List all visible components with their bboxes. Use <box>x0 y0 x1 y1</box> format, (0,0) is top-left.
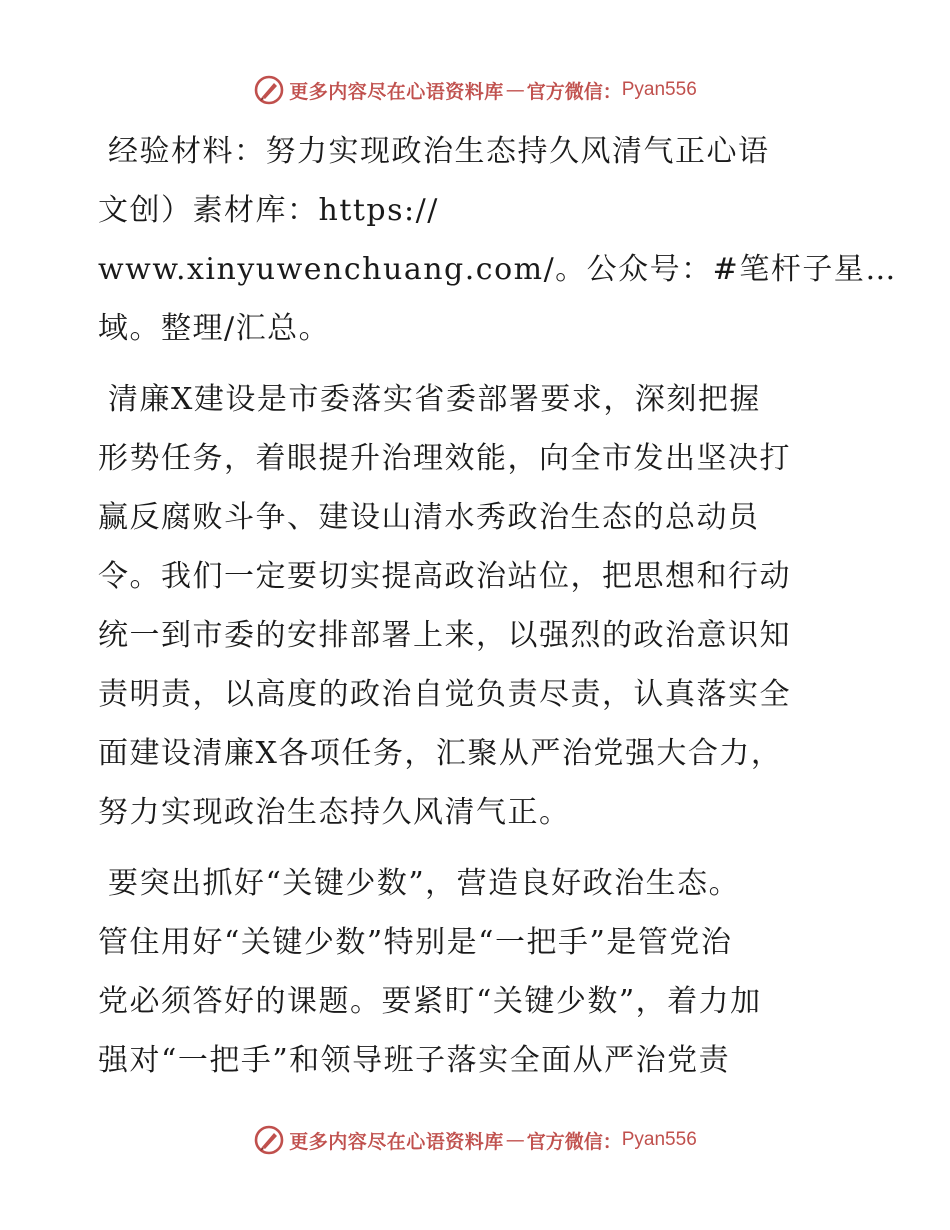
banner-dash: — <box>505 1129 525 1151</box>
banner-dash: — <box>505 79 525 101</box>
banner-wechat-label: 官方微信： <box>526 1130 622 1153</box>
banner-wechat-id: Pyan556 <box>621 79 697 100</box>
text-line: 令。我们一定要切实提高政治站位，把思想和行动 <box>98 559 791 594</box>
pen-logo-icon <box>253 1124 285 1156</box>
paragraph-2 <box>98 370 858 842</box>
text-line: 党必须答好的课题。要紧盯“关键少数”，着力加 <box>98 984 762 1019</box>
header-banner <box>0 70 950 110</box>
paragraph-3 <box>98 854 858 1090</box>
banner-wechat-id: Pyan556 <box>621 1129 697 1150</box>
text-line: 统一到市委的安排部署上来，以强烈的政治意识知 <box>98 618 791 653</box>
pen-logo-icon <box>253 74 285 106</box>
text-line: 文创）素材库：https:// <box>98 193 439 228</box>
text-line: 责明责，以高度的政治自觉负责尽责，认真落实全 <box>98 677 791 712</box>
banner-wechat-label: 官方微信： <box>526 80 622 103</box>
text-line: 清廉X建设是市委落实省委部署要求，深刻把握 <box>108 382 761 417</box>
footer-banner <box>0 1120 950 1160</box>
text-line: 要突出抓好“关键少数”，营造良好政治生态。 <box>108 866 741 901</box>
text-line: 经验材料：努力实现政治生态持久风清气正心语 <box>108 134 770 169</box>
text-line: 管住用好“关键少数”特别是“一把手”是管党治 <box>98 925 733 960</box>
banner-brand: 更多内容尽在心语资料库 <box>289 80 504 103</box>
banner-brand: 更多内容尽在心语资料库 <box>289 1130 504 1153</box>
text-line: 形势任务，着眼提升治理效能，向全市发出坚决打 <box>98 441 791 476</box>
paragraph-intro <box>98 122 897 358</box>
text-line: 努力实现政治生态持久风清气正。 <box>98 795 571 830</box>
text-line: 域。整理/汇总。 <box>98 311 331 346</box>
text-line: 赢反腐败斗争、建设山清水秀政治生态的总动员 <box>98 500 760 535</box>
text-line: 面建设清廉X各项任务，汇聚从严治党强大合力， <box>98 736 783 771</box>
text-line: www.xinyuwenchuang.com/。公众号：#笔杆子星… <box>98 252 897 287</box>
document-body <box>98 122 897 1090</box>
text-line: 强对“一把手”和领导班子落实全面从严治党责 <box>98 1043 731 1078</box>
